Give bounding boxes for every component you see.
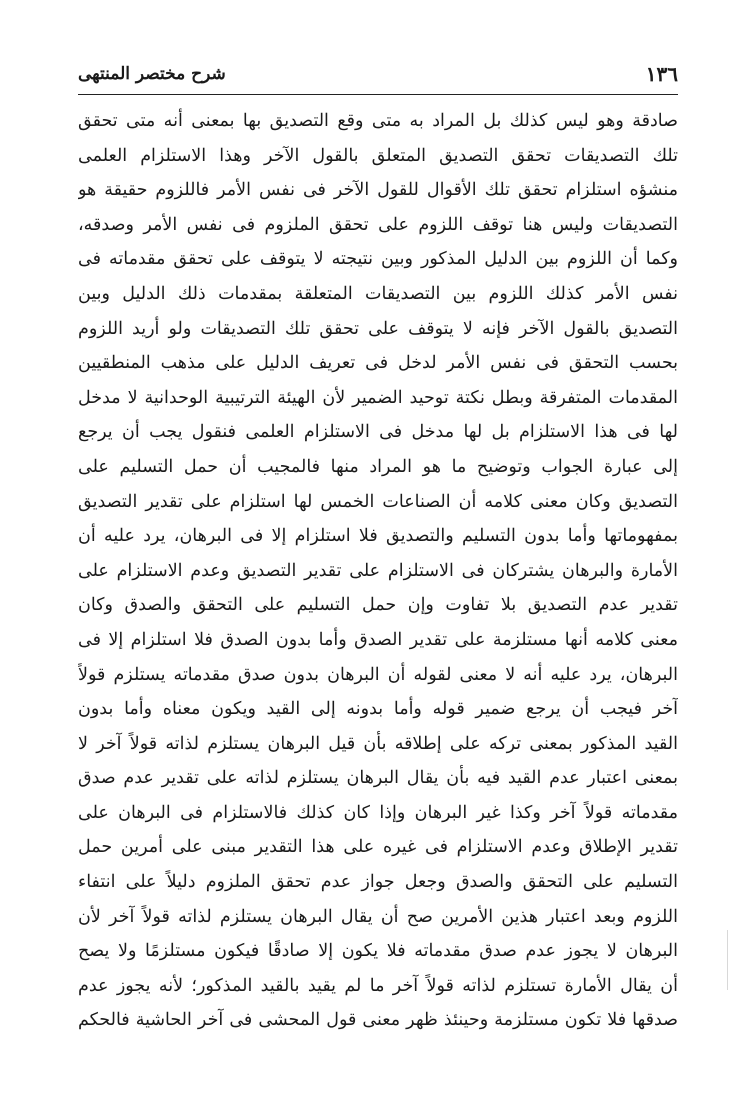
- text-line: مقدماته قولاً آخر وكذا غير البرهان وإذا كان كذلك فالاستلزام فى البرهان على: [78, 802, 678, 823]
- text-line: إلى عبارة الجواب وتوضيح ما هو المراد منها فالمجيب أن حمل التسليم على: [78, 456, 678, 477]
- body-text: [78, 104, 678, 1038]
- text-line: بحسب التحقق فى نفس الأمر لدخل فى تعريف الدليل على مذهب المنطقيين: [78, 353, 678, 374]
- text-line: نفس الأمر كذلك اللزوم بين التصديقات المتعلقة بمقدمات ذلك الدليل وبين: [78, 283, 678, 304]
- text-line: المقدمات المتفرقة وبطل نكتة توحيد الضمير لأن الهيئة الترتيبية الوحدانية لا مدخل: [78, 387, 678, 408]
- header-divider: [78, 94, 678, 95]
- text-line: آخر فيجب أن يرجع ضمير قوله وأما بدونه إلى القيد ويكون معناه وأما بدون: [78, 699, 678, 720]
- text-line: معنى كلامه أنها مستلزمة على تقدير الصدق وأما بدون الصدق فلا استلزام إلا فى: [78, 629, 678, 650]
- text-line: تقدير الإطلاق وعدم الاستلزام فى غيره على هذا التقدير مبنى على أمرين حمل: [78, 837, 678, 858]
- text-line: بمعنى اعتبار عدم القيد فيه بأن يقال البرهان يستلزم لذاته على تقدير عدم صدق: [78, 768, 678, 789]
- text-line: وكما أن اللزوم بين الدليل المذكور وبين نتيجته لا يتوقف على تحقق مقدماته فى: [78, 249, 678, 270]
- text-line: التسليم على التحقق والصدق وجعل جواز عدم تحقق الملزوم دليلاً على انتفاء: [78, 872, 678, 893]
- text-line: التصديق بالقول الآخر فإنه لا يتوقف على تحقق تلك التصديقات ولو أريد اللزوم: [78, 318, 678, 339]
- text-line: اللزوم وبعد اعتبار هذين الأمرين صح أن يقال البرهان يستلزم لذاته قولاً آخر لأن: [78, 906, 678, 927]
- page-header: [78, 62, 678, 92]
- text-line: تقدير عدم التصديق بلا تفاوت وإن حمل التسليم على التحقق والصدق وكان: [78, 595, 678, 616]
- text-line: التصديقات وليس هنا توقف اللزوم على تحقق الملزوم فى نفس الأمر وصدقه،: [78, 214, 678, 235]
- text-line: أن يقال الأمارة تستلزم لذاته قولاً آخر ما لم يقيد بالقيد المذكور؛ لأنه يجوز عدم: [78, 975, 678, 996]
- text-line: بمفهوماتها وأما بدون التسليم والتصديق فلا استلزام إلا فى البرهان، يرد عليه أن: [78, 526, 678, 547]
- text-line: القيد المذكور بمعنى تركه على إطلاقه بأن قيل البرهان يستلزم لذاته قولاً آخر لا: [78, 733, 678, 754]
- text-line: الأمارة والبرهان يشتركان فى الاستلزام على تقدير التصديق وعدم الاستلزام على: [78, 560, 678, 581]
- text-line: منشؤه استلزام تحقق تلك الأقوال للقول الآخر فى نفس الأمر فاللزوم حقيقة هو: [78, 180, 678, 201]
- text-line: صادقة وهو ليس كذلك بل المراد به متى وقع التصديق بها بمعنى أنه متى تحقق: [78, 111, 678, 131]
- text-line: صدقها فلا تكون مستلزمة وحينئذ ظهر معنى قول المحشى فى آخر الحاشية فالحكم: [78, 1010, 678, 1031]
- text-line: تلك التصديقات تحقق التصديق المتعلق بالقول الآخر وهذا الاستلزام العلمى: [78, 145, 678, 166]
- margin-mark: [727, 930, 728, 990]
- text-line: لها فى هذا الاستلزام بل لها مدخل فى الاستلزام العلمى فنقول يجب أن يرجع: [78, 422, 678, 443]
- text-line: البرهان، يرد عليه أنه لا معنى لقوله أن البرهان بدون صدق مقدماته يستلزم قولاً: [78, 664, 678, 685]
- running-title: شرح مختصر المنتهى: [78, 64, 226, 84]
- page-number: ١٣٦: [645, 62, 678, 86]
- text-line: البرهان لا يجوز عدم صدق مقدماته فلا يكون إلا صادقًا فيكون مستلزمًا ولا يصح: [78, 941, 678, 962]
- text-line: التصديق وكان معنى كلامه أن الصناعات الخمس لها استلزام على تقدير التصديق: [78, 491, 678, 512]
